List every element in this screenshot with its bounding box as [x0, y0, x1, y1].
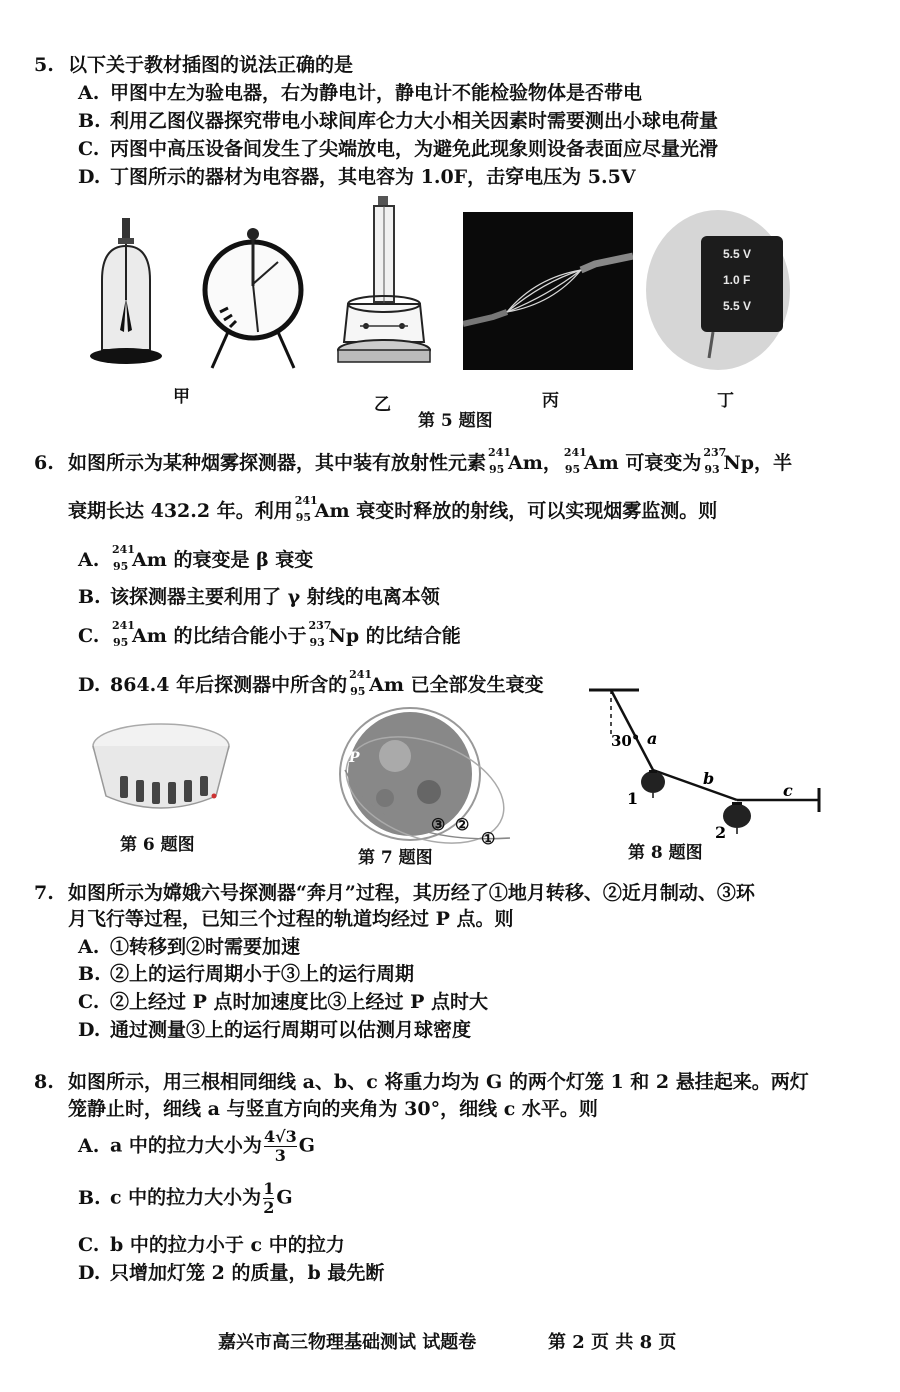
q5-option-a: A. 甲图中左为验电器，右为静电计，静电计不能检验物体是否带电	[78, 82, 643, 104]
smoke-detector-figure	[86, 716, 236, 821]
svg-text:②: ②	[455, 815, 470, 834]
fig5-label-bing: 丙	[542, 391, 559, 411]
q8-option-b: B. c 中的拉力大小为 $\frac{1}{2}$ G	[78, 1179, 293, 1217]
electroscope-figure	[88, 210, 178, 370]
q6-option-b: B. 该探测器主要利用了 γ 射线的电离本领	[78, 586, 440, 608]
svg-text:5.5 V: 5.5 V	[723, 247, 752, 261]
electrometer-figure	[198, 222, 308, 372]
orbit-point-p: P	[349, 750, 360, 766]
capacitor-figure	[643, 208, 793, 373]
fig5-caption: 第 5 题图	[418, 411, 493, 431]
footer-page-number: 第 2 页 共 8 页	[548, 1332, 677, 1353]
coulomb-apparatus-figure	[336, 192, 436, 377]
svg-text:b: b	[703, 769, 715, 788]
q6-option-c: C. 241 95 Am 的比结合能小于 237 93 Np 的比结合能	[78, 619, 461, 649]
fig5-label-jia: 甲	[173, 387, 190, 407]
svg-text:①: ①	[481, 829, 496, 846]
q7-option-d: D. 通过测量③上的运行周期可以估测月球密度	[78, 1019, 472, 1041]
moon-orbit-figure	[325, 706, 515, 846]
svg-text:2: 2	[715, 823, 727, 840]
svg-text:1: 1	[627, 789, 639, 808]
q8-stem: 8. 如图所示，用三根相同细线 a、b、c 将重力均为 G 的两个灯笼 1 和 2 悬挂起来。两灯	[34, 1071, 809, 1093]
q5-stem: 5. 以下关于教材插图的说法正确的是	[34, 54, 354, 76]
q8-stem-line2: 笼静止时，细线 a 与竖直方向的夹角为 30°，细线 c 水平。则	[68, 1098, 598, 1120]
fig8-caption: 第 8 题图	[628, 843, 703, 863]
q5-option-b: B. 利用乙图仪器探究带电小球间库仑力大小相关因素时需要测出小球电荷量	[78, 110, 719, 132]
q7-stem-line2: 月飞行等过程，已知三个过程的轨道均经过 P 点。则	[68, 908, 514, 930]
svg-text:c: c	[783, 781, 793, 800]
fig5-label-ding: 丁	[717, 391, 734, 411]
q7-option-b: B. ②上的运行周期小于③上的运行周期	[78, 963, 415, 985]
footer-title: 嘉兴市高三物理基础测试 试题卷	[218, 1332, 477, 1353]
q6-stem: 6. 如图所示为某种烟雾探测器，其中装有放射性元素 241 95 Am， 241 95 Am 可衰变为 237 93 Np，半	[34, 446, 792, 476]
q8-option-a: A. a 中的拉力大小为 $\frac{4√3}{3}$ G	[78, 1127, 315, 1165]
q8-option-d: D. 只增加灯笼 2 的质量，b 最先断	[78, 1262, 385, 1284]
svg-text:1.0 F: 1.0 F	[723, 273, 751, 287]
q7-stem: 7. 如图所示为嫦娥六号探测器“奔月”过程，其历经了①地月转移、②近月制动、③环	[34, 882, 755, 904]
q7-option-a: A. ①转移到②时需要加速	[78, 936, 301, 958]
fig5-label-yi: 乙	[374, 395, 391, 415]
fig6-caption: 第 6 题图	[120, 835, 195, 855]
q7-option-c: C. ②上经过 P 点时加速度比③上经过 P 点时大	[78, 991, 489, 1013]
q5-option-d: D. 丁图所示的器材为电容器，其电容为 1.0F，击穿电压为 5.5V	[78, 166, 636, 188]
q6-option-d: D. 864.4 年后探测器中所含的 241 95 Am 已全部发生衰变	[78, 668, 544, 698]
q8-option-c: C. b 中的拉力小于 c 中的拉力	[78, 1234, 345, 1256]
lantern-figure	[585, 684, 830, 840]
svg-text:5.5 V: 5.5 V	[723, 299, 752, 313]
q6-stem-line2: 衰期长达 432.2 年。利用 241 95 Am 衰变时释放的射线，可以实现烟雾监测。则	[68, 494, 718, 524]
point-discharge-photo	[463, 212, 633, 370]
svg-text:30°: 30°	[611, 732, 640, 750]
q5-option-c: C. 丙图中高压设备间发生了尖端放电，为避免此现象则设备表面应尽量光滑	[78, 138, 719, 160]
q6-option-a: A. 241 95 Am 的衰变是 β 衰变	[78, 543, 314, 573]
svg-text:a: a	[647, 729, 658, 748]
fig7-caption: 第 7 题图	[358, 848, 433, 868]
svg-text:③: ③	[431, 815, 446, 834]
